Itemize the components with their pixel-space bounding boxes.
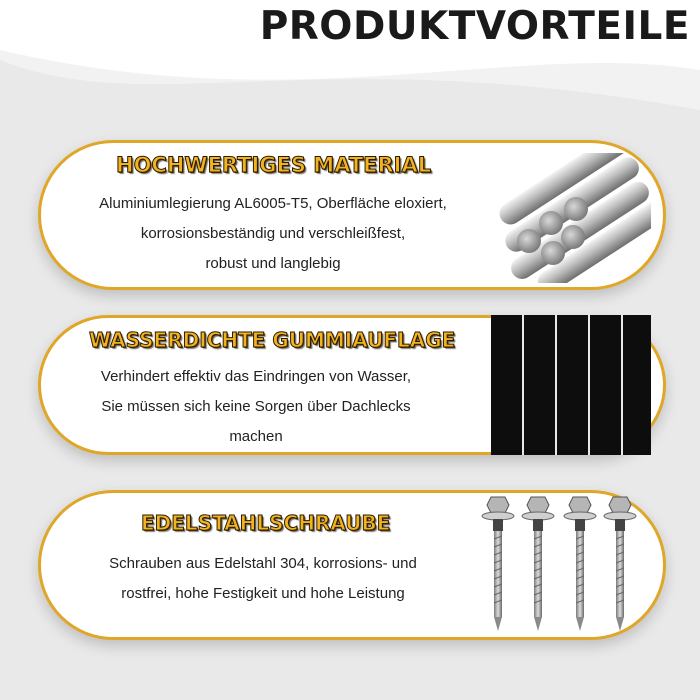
feature-card-material [38, 140, 666, 290]
feature-description [63, 189, 483, 279]
description-line: Verhindert effektiv das Eindringen von Wasser, [100, 368, 412, 385]
description-line: Aluminiumlegierung AL6005-T5, Oberfläche eloxiert, [99, 195, 447, 212]
description-line: korrosionsbeständig und verschleißfest, [140, 225, 406, 242]
description-line: Sie müssen sich keine Sorgen über Dachlecks [101, 398, 411, 415]
description-line: Schrauben aus Edelstahl 304, korrosions- und [109, 555, 417, 572]
page-title: PRODUKTVORTEILE [259, 4, 690, 49]
feature-description [63, 549, 463, 609]
rubber-strips-image [491, 315, 651, 455]
feature-heading: HOCHWERTIGES MATERIAL [116, 153, 432, 177]
description-line: robust und langlebig [205, 255, 341, 272]
description-line: machen [229, 428, 283, 445]
feature-heading: WASSERDICHTE GUMMIAUFLAGE [89, 328, 456, 352]
feature-card-screws [38, 490, 666, 640]
feature-card-rubber [38, 315, 666, 455]
description-line: rostfrei, hohe Festigkeit und hohe Leistung [121, 585, 405, 602]
feature-description [61, 362, 451, 452]
feature-heading: EDELSTAHLSCHRAUBE [141, 511, 391, 535]
aluminium-rods-image [481, 153, 651, 283]
screws-image [471, 491, 661, 637]
